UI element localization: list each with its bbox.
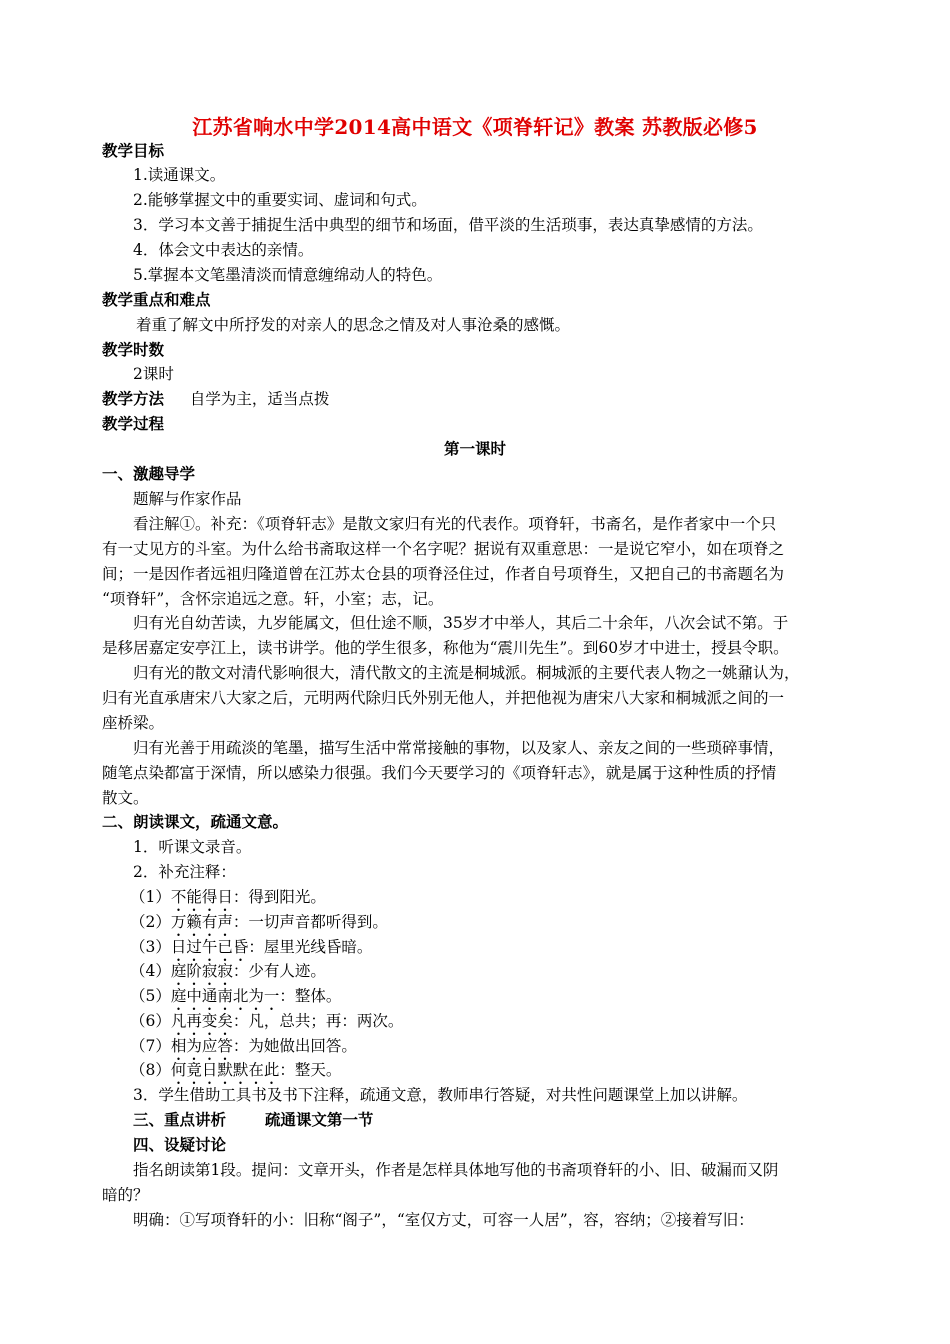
note-gloss: ：得到阳光。 (232, 888, 326, 906)
paragraph-line: 看注解①。补充：《项脊轩志》是散文家归有光的代表作。项脊轩，书斋名，是作者家中一个只 (133, 515, 777, 533)
objective-item: 5.掌握本文笔墨清淡而情意缠绵动人的特色。 (133, 266, 443, 284)
document-title: 江苏省响水中学2014高中语文《项脊轩记》教案 苏教版必修5 (192, 115, 758, 139)
paragraph-line: 随笔点染都富于深情，所以感染力很强。我们今天要学习的《项脊轩志》，就是属于这种性质的抒情 (102, 764, 777, 782)
note-term: 日过午已昏 (170, 938, 249, 956)
section2-item: 3．学生借助工具书及书下注释，疏通文意，教师串行答疑，对共性问题课堂上加以讲解。 (133, 1086, 748, 1104)
paragraph-line: 归有光的散文对清代影响很大，清代散文的主流是桐城派。桐城派的主要代表人物之一姚鼐认为， (133, 664, 800, 682)
note-gloss: ：为她做出回答。 (232, 1037, 357, 1055)
paragraph-line: 座桥梁。 (102, 714, 165, 732)
keypoints-text: 着重了解文中所抒发的对亲人的思念之情及对人事沧桑的感慨。 (136, 316, 571, 334)
note-term: 庭阶寂寂 (170, 962, 233, 980)
note-number: （8） (130, 1061, 171, 1079)
paragraph-line: 归有光自幼苦读，九岁能属文，但仕途不顺，35岁才中举人，其后二十余年，八次会试不第。于 (133, 614, 789, 632)
lesson-title: 第一课时 (443, 439, 506, 458)
keypoints-heading: 教学重点和难点 (102, 290, 211, 309)
note-number: （2） (130, 913, 171, 931)
paragraph-line: 暗的？ (102, 1186, 149, 1204)
method-text: 自学为主，适当点拨 (189, 390, 330, 408)
objective-item: 1.读通课文。 (133, 166, 226, 184)
paragraph-line: 明确：①写项脊轩的小：旧称“阁子”，“室仅方丈，可容一人居”，容，容纳；②接着写旧： (133, 1211, 754, 1229)
paragraph-line: 散文。 (102, 789, 149, 807)
objectives-heading: 教学目标 (102, 141, 165, 160)
paragraph-line: 间；一是因作者远祖归隆道曾在江苏太仓县的项脊泾住过，作者自号项脊生，又把自己的书斋题名为 (102, 565, 785, 583)
note-gloss: ：一切声音都听得到。 (232, 913, 388, 931)
method-row (102, 388, 329, 410)
section4-heading: 四、设疑讨论 (133, 1135, 227, 1154)
section3-heading: 三、重点讲析 (133, 1110, 227, 1129)
section2-item: 1．听课文录音。 (133, 838, 252, 856)
section2-heading: 二、朗读课文，疏通文意。 (102, 812, 289, 831)
paragraph-line: 归有光善于用疏淡的笔墨，描写生活中常常接触的事物，以及家人、亲友之间的一些琐碎事情， (133, 739, 785, 757)
note-term: 何竟日默默在此 (170, 1061, 280, 1079)
note-term: 庭中通南北为一 (170, 987, 280, 1005)
note-number: （1） (130, 888, 171, 906)
hours-text: 2课时 (133, 365, 174, 383)
note-gloss: ：屋里光线昏暗。 (248, 938, 373, 956)
note-gloss: ：整天。 (279, 1061, 342, 1079)
objective-item: 2.能够掌握文中的重要实词、虚词和句式。 (133, 191, 427, 209)
note-number: （3） (130, 938, 171, 956)
note-gloss: ：少有人迹。 (232, 962, 326, 980)
section1-heading: 一、激趣导学 (102, 464, 196, 483)
note-number: （6） (130, 1012, 171, 1030)
note-gloss: ：整体。 (279, 987, 342, 1005)
note-number: （7） (130, 1037, 171, 1055)
note-term: 万籁有声 (170, 913, 233, 931)
objective-item: 3．学习本文善于捕捉生活中典型的细节和场面，借平淡的生活琐事，表达真挚感情的方法。 (133, 216, 763, 234)
paragraph-line: 是移居嘉定安亭江上，读书讲学。他的学生很多，称他为“震川先生”。到60岁才中进士，授县令职。 (102, 639, 789, 657)
section3-subheading: 疏通课文第一节 (264, 1110, 374, 1129)
hours-heading: 教学时数 (102, 340, 165, 359)
paragraph-line: “项脊轩”，含怀宗追远之意。轩，小室；志，记。 (102, 590, 444, 608)
note-term: 不能得日 (170, 888, 233, 906)
note-number: （4） (130, 962, 171, 980)
paragraph-line: 有一丈见方的斗室。为什么给书斋取这样一个名字呢？据说有双重意思：一是说它窄小，如在项脊之 (102, 540, 785, 558)
section2-item: 2．补充注释： (133, 863, 236, 881)
note-gloss: ：凡，总共；再：两次。 (232, 1012, 404, 1030)
note-term: 相为应答 (170, 1037, 233, 1055)
note-number: （5） (130, 987, 171, 1005)
section3-row (133, 1109, 373, 1131)
section1-subheading: 题解与作家作品 (133, 490, 242, 508)
objective-item: 4．体会文中表达的亲情。 (133, 241, 314, 259)
method-heading: 教学方法 (102, 389, 165, 408)
paragraph-line: 归有光直承唐宋八大家之后，元明两代除归氏外别无他人，并把他视为唐宋八大家和桐城派之间的一 (102, 689, 785, 707)
paragraph-line: 指名朗读第1段。提问：文章开头，作者是怎样具体地写他的书斋项脊轩的小、旧、破漏而又阴 (133, 1161, 779, 1179)
note-term: 凡再变矣 (170, 1012, 233, 1030)
process-heading: 教学过程 (102, 414, 165, 433)
